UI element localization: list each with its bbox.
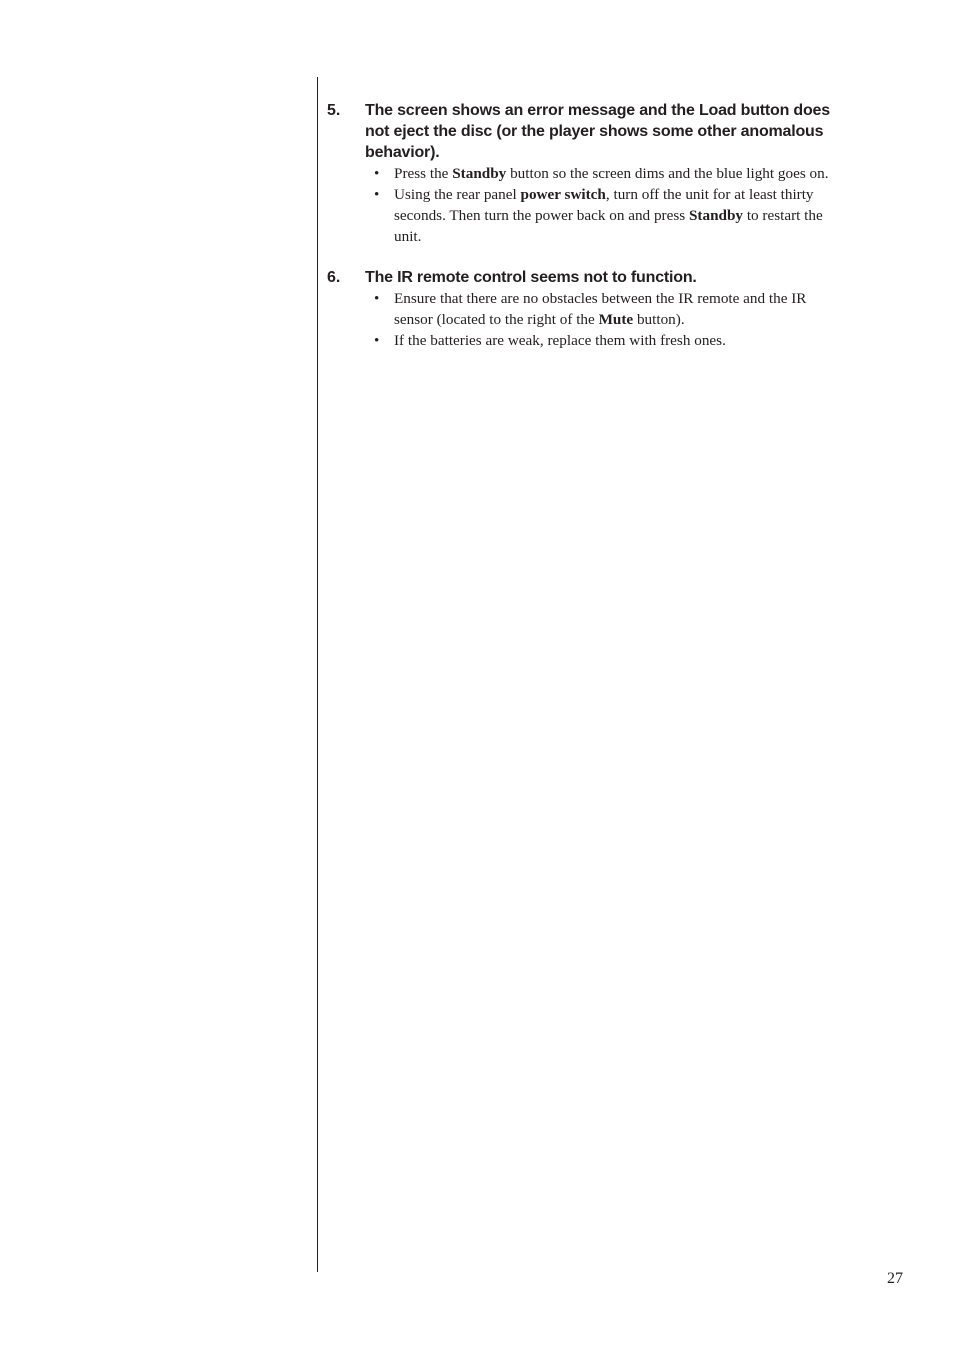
troubleshooting-item-5 xyxy=(327,100,842,247)
bullet-text: Press the xyxy=(394,165,453,182)
item-number: 6. xyxy=(327,269,341,286)
bullet-list xyxy=(374,288,842,351)
item-title: The screen shows an error message and the Load button does not eject the disc (or the player shows some other anomalous behavior). xyxy=(365,102,830,161)
bullet-list xyxy=(374,163,842,247)
margin-rule xyxy=(317,77,318,1272)
troubleshooting-content xyxy=(327,100,842,371)
bullet-text: to restart the unit. xyxy=(394,207,823,245)
bullet-item xyxy=(374,163,842,184)
item-title: The IR remote control seems not to function. xyxy=(365,269,697,286)
bullet-text: If the batteries are weak, replace them with fresh ones. xyxy=(394,332,726,349)
bullet-icon: • xyxy=(374,290,380,307)
bullet-text: button so the screen dims and the blue light goes on. xyxy=(506,165,829,182)
bullet-item xyxy=(374,184,842,247)
bullet-bold-text: Standby xyxy=(452,165,507,182)
troubleshooting-item-6 xyxy=(327,267,842,351)
page-number: 27 xyxy=(887,1270,903,1287)
item-number: 5. xyxy=(327,102,341,119)
bullet-item xyxy=(374,330,842,351)
bullet-text: Ensure that there are no obstacles between the IR remote and the IR sensor (located to the right of the xyxy=(394,290,807,328)
bullet-bold-text: Standby xyxy=(688,207,744,224)
bullet-text: , turn off the unit for at least thirty seconds. Then turn the power back on and press xyxy=(394,186,814,224)
bullet-text: button). xyxy=(633,311,685,328)
bullet-item xyxy=(374,288,842,330)
bullet-bold-text: Mute xyxy=(598,311,634,328)
bullet-icon: • xyxy=(374,186,380,203)
bullet-bold-text: power switch xyxy=(520,186,606,203)
bullet-text: Using the rear panel xyxy=(394,186,521,203)
bullet-icon: • xyxy=(374,165,380,182)
bullet-icon: • xyxy=(374,332,380,349)
